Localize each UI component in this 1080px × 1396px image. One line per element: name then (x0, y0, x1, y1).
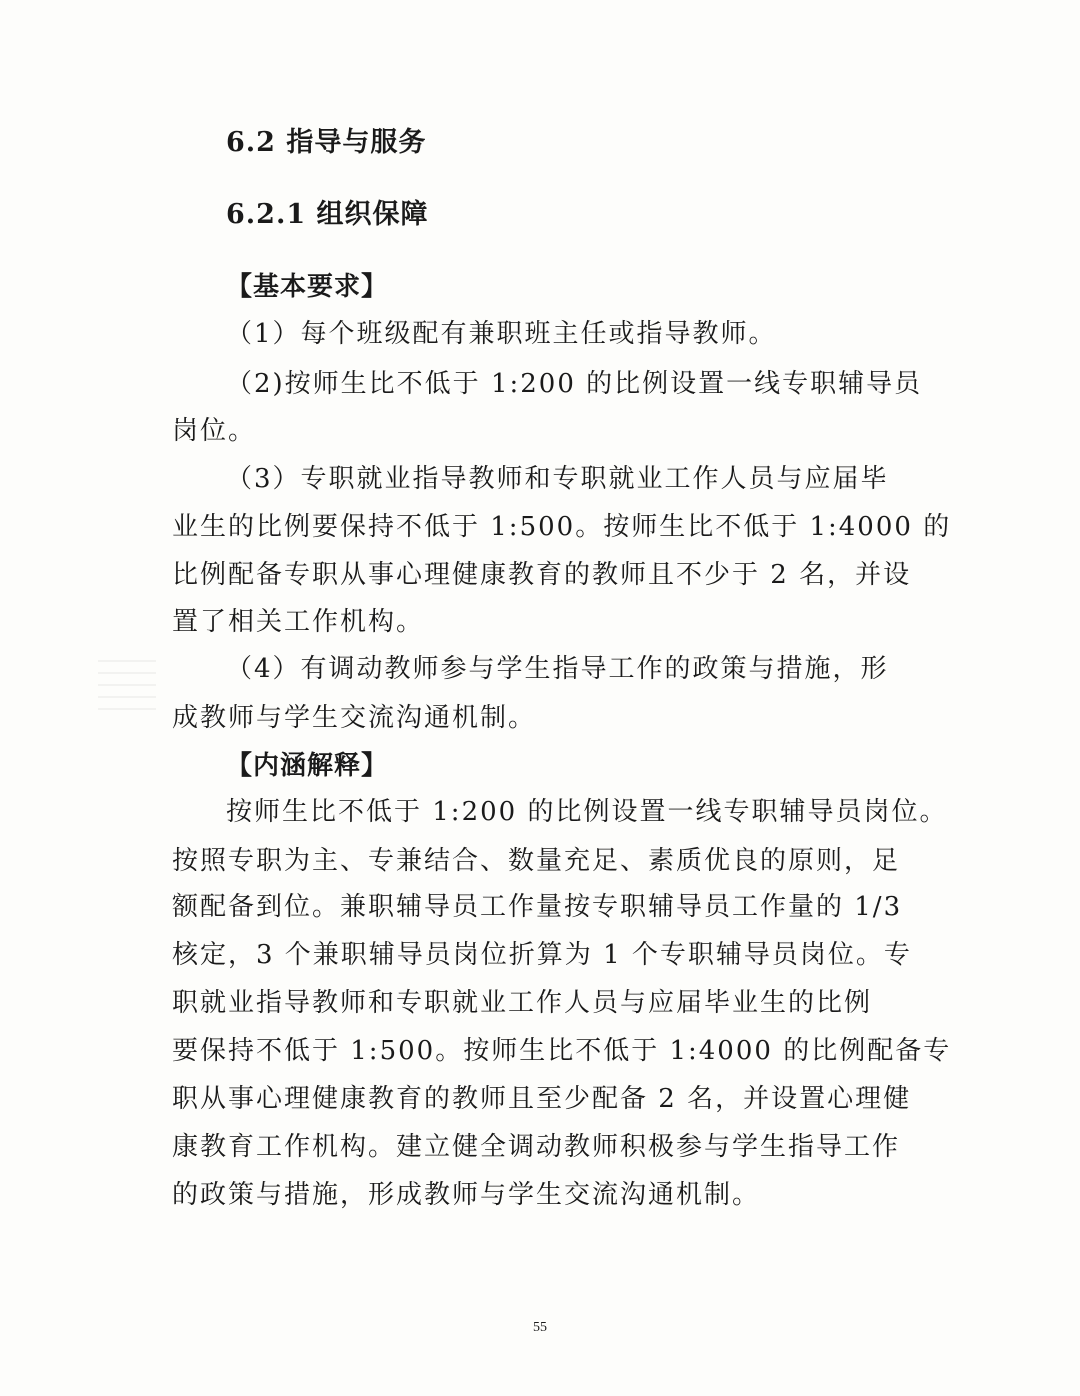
scan-artifact (98, 660, 156, 720)
interpretation-line: 额配备到位。兼职辅导员工作量按专职辅导员工作量的 1/3 (172, 892, 903, 922)
interpretation-line: 核定，3 个兼职辅导员岗位折算为 1 个专职辅导员岗位。专 (172, 940, 912, 970)
basic-requirements-line: 置了相关工作机构。 (172, 607, 425, 637)
basic-requirements-line: 业生的比例要保持不低于 1:500。按师生比不低于 1:4000 的 (172, 512, 952, 542)
basic-requirements-line: 比例配备专职从事心理健康教育的教师且不少于 2 名，并设 (172, 560, 912, 590)
interpretation-line: 按照专职为主、专兼结合、数量充足、素质优良的原则，足 (172, 846, 901, 876)
basic-requirements-line: （2)按师生比不低于 1:200 的比例设置一线专职辅导员 (226, 369, 923, 399)
interpretation-line: 按师生比不低于 1:200 的比例设置一线专职辅导员岗位。 (226, 797, 948, 827)
section-subtitle: 6.2.1 组织保障 (226, 199, 429, 230)
interpretation-line: 康教育工作机构。建立健全调动教师积极参与学生指导工作 (172, 1132, 901, 1162)
page-number: 55 (533, 1320, 547, 1335)
basic-requirements-line: 岗位。 (172, 416, 257, 446)
interpretation-heading: 【内涵解释】 (226, 751, 389, 781)
basic-requirements-line: 成教师与学生交流沟通机制。 (172, 703, 537, 733)
interpretation-line: 的政策与措施，形成教师与学生交流沟通机制。 (172, 1180, 761, 1210)
interpretation-line: 职从事心理健康教育的教师且至少配备 2 名，并设置心理健 (172, 1084, 912, 1114)
interpretation-line: 要保持不低于 1:500。按师生比不低于 1:4000 的比例配备专 (172, 1036, 952, 1066)
basic-requirements-heading: 【基本要求】 (226, 272, 389, 302)
basic-requirements-line: （1）每个班级配有兼职班主任或指导教师。 (226, 319, 777, 349)
interpretation-line: 职就业指导教师和专职就业工作人员与应届毕业生的比例 (172, 988, 873, 1018)
basic-requirements-line: （4）有调动教师参与学生指导工作的政策与措施，形 (226, 654, 889, 684)
section-title: 6.2 指导与服务 (226, 127, 427, 158)
basic-requirements-line: （3）专职就业指导教师和专职就业工作人员与应届毕 (226, 464, 889, 494)
